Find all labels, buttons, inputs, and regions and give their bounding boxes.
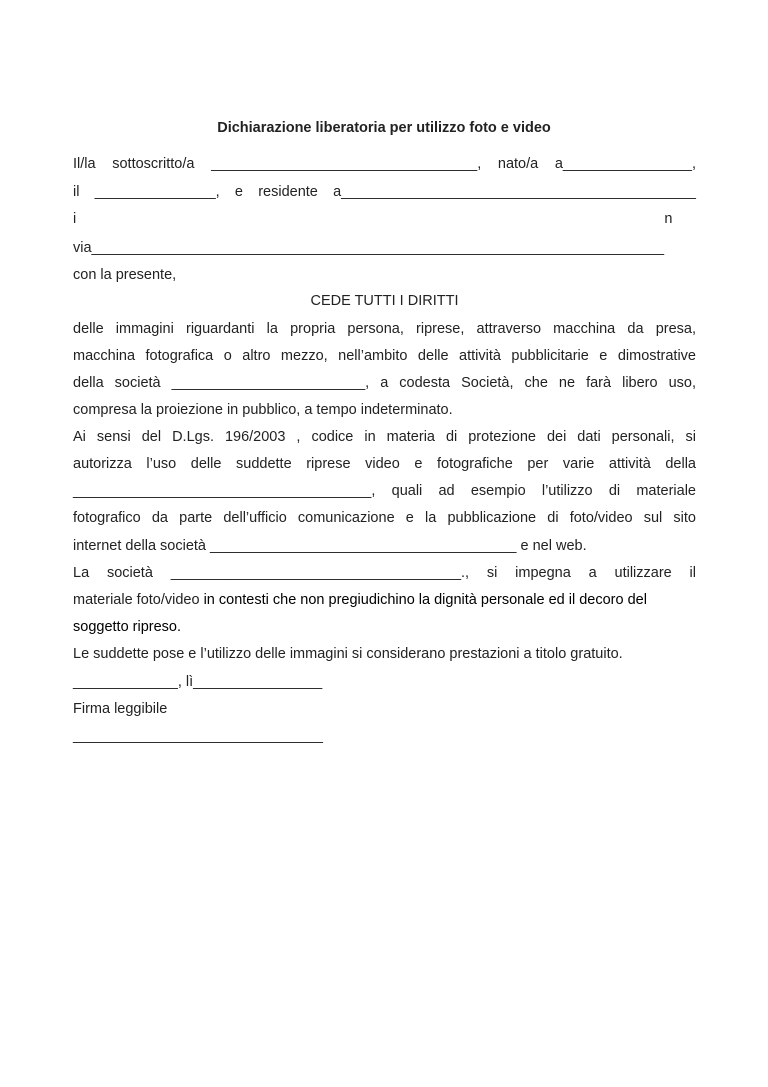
heading-cede-diritti: CEDE TUTTI I DIRITTI — [310, 293, 459, 309]
line-materiale — [73, 591, 696, 609]
line-materiale-start: materiale foto/video — [73, 592, 200, 608]
line-autorizza: autorizza l’uso delle suddette riprese video e fotografiche per varie attività della — [73, 456, 696, 472]
line-proiezione: compresa la proiezione in pubblico, a tempo indeterminato. — [73, 402, 453, 418]
line-fotografico: fotografico da parte dell’ufficio comunicazione e la pubblicazione di foto/video sul sito — [73, 510, 696, 526]
line-societa: della società ________________________, a codesta Società, che ne farà libero uso, — [73, 375, 696, 391]
line-immagini: delle immagini riguardanti la propria persona, riprese, attraverso macchina da presa, — [73, 321, 696, 337]
line-residente: il _______________, e residente a____________________________________________ — [73, 184, 696, 200]
document-title: Dichiarazione liberatoria per utilizzo foto e video — [217, 120, 551, 136]
line-luogo-data: _____________, lì________________ — [73, 674, 323, 690]
signature-label: Firma leggibile — [73, 701, 168, 717]
line-materiale-contesti: in contesti che non pregiudichino la dignità personale ed il decoro del — [199, 592, 647, 608]
line-internet: internet della società ______________________________________ e nel web. — [73, 538, 587, 554]
line-dlgs: Ai sensi del D.Lgs. 196/2003 , codice in materia di protezione dei dati personali, si — [73, 429, 696, 445]
line-impegna: La società ____________________________________., si impegna a utilizzare il — [73, 565, 696, 581]
line-in-text: i n — [73, 211, 673, 227]
signature-line: _______________________________ — [73, 728, 323, 744]
line-via: via_______________________________________________________________________ — [73, 240, 665, 256]
line-con-la-presente: con la presente, — [73, 267, 177, 283]
line-quali: _____________________________________, quali ad esempio l’utilizzo di materiale — [73, 483, 696, 499]
line-gratuito: Le suddette pose e l’utilizzo delle immagini si considerano prestazioni a titolo gratuito. — [73, 646, 623, 662]
line-soggetto: soggetto ripreso. — [73, 619, 182, 635]
line-macchina: macchina fotografica o altro mezzo, nell’ambito delle attività pubblicitarie e dimostrative — [73, 348, 696, 364]
line-sottoscritto: Il/la sottoscritto/a _________________________________, nato/a a________________, — [73, 156, 696, 172]
line-in — [73, 210, 696, 228]
